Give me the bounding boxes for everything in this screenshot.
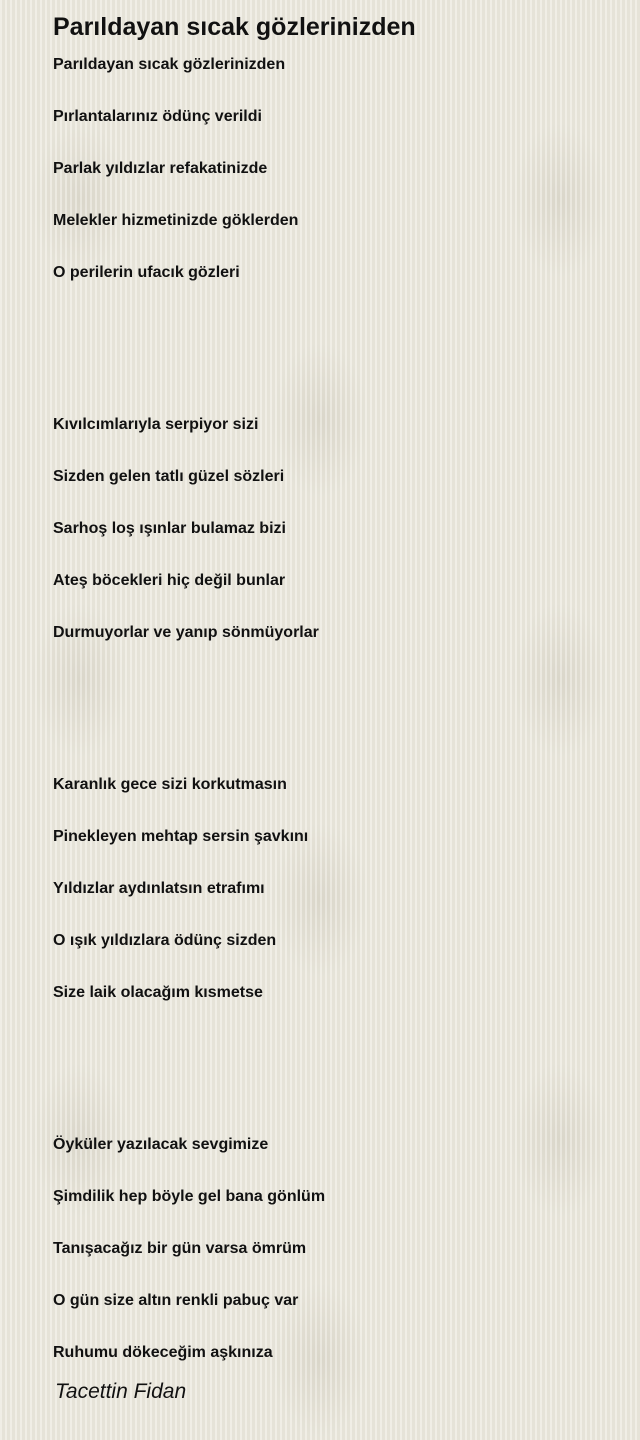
poem-title: Parıldayan sıcak gözlerinizden (53, 13, 416, 41)
poem-line: Şimdilik hep böyle gel bana gönlüm (53, 1188, 326, 1205)
poem-line: Ateş böcekleri hiç değil bunlar (53, 572, 286, 589)
poem-line: Parlak yıldızlar refakatinizde (53, 160, 268, 177)
poem-author: Tacettin Fidan (55, 1380, 187, 1403)
poem-line: O perilerin ufacık gözleri (53, 264, 240, 281)
poem-line: Durmuyorlar ve yanıp sönmüyorlar (53, 624, 319, 641)
poem-line: Tanışacağız bir gün varsa ömrüm (53, 1240, 307, 1257)
poem-line: Parıldayan sıcak gözlerinizden (53, 56, 286, 73)
poem-line: Sarhoş loş ışınlar bulamaz bizi (53, 520, 286, 537)
poem-line: Pinekleyen mehtap sersin şavkını (53, 828, 309, 845)
poem-line: Karanlık gece sizi korkutmasın (53, 776, 287, 793)
poem-line: Ruhumu dökeceğim aşkınıza (53, 1344, 273, 1361)
poem-line: Kıvılcımlarıyla serpiyor sizi (53, 416, 259, 433)
poem-line: O ışık yıldızlara ödünç sizden (53, 932, 277, 949)
poem-line: Sizden gelen tatlı güzel sözleri (53, 468, 285, 485)
poem-line: Size laik olacağım kısmetse (53, 984, 263, 1001)
poem-line: Pırlantalarınız ödünç verildi (53, 108, 262, 125)
poem-line: O gün size altın renkli pabuç var (53, 1292, 299, 1309)
poem-line: Yıldızlar aydınlatsın etrafımı (53, 880, 265, 897)
poem-line: Öyküler yazılacak sevgimize (53, 1136, 269, 1153)
poem-line: Melekler hizmetinizde göklerden (53, 212, 299, 229)
